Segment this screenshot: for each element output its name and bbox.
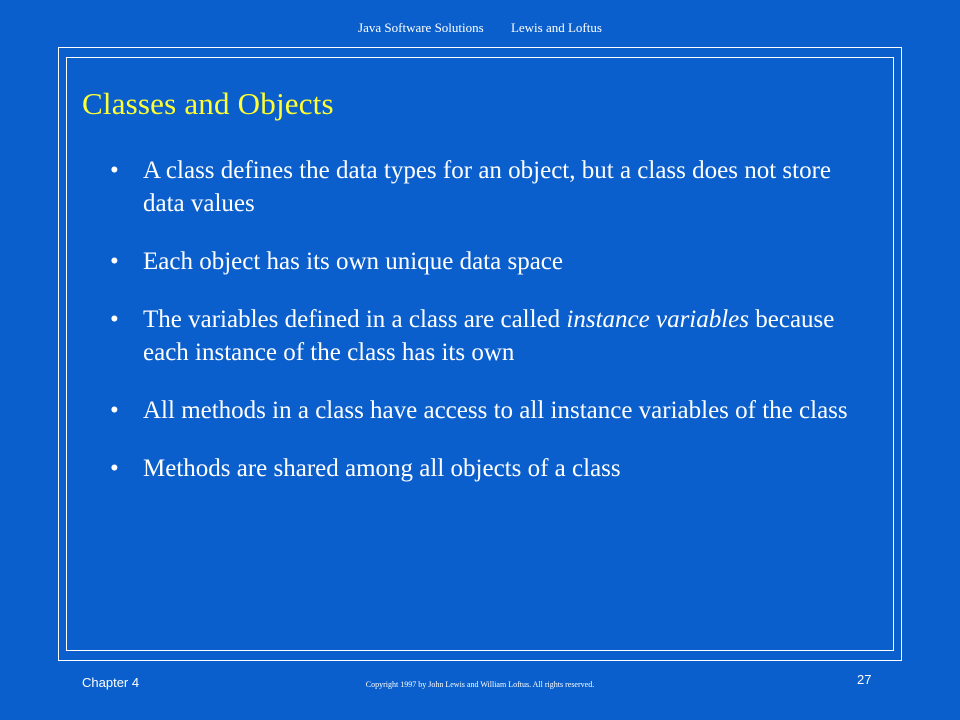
bullet-item: [110, 452, 850, 485]
chapter-label: Chapter 4: [82, 675, 140, 690]
book-title: Java Software Solutions: [358, 20, 484, 35]
bullet-item: [110, 394, 850, 427]
bullet-list: [110, 154, 850, 510]
bullet-item: [110, 303, 850, 369]
slide-header: [0, 20, 960, 36]
bullet-dot: •: [110, 248, 119, 275]
bullet-dot: •: [110, 397, 119, 424]
bullet-item: [110, 154, 850, 220]
bullet-text-end: because each instance of the class has its own: [143, 306, 835, 366]
bullet-item: [110, 245, 850, 278]
bullet-text: Each object has its own unique data space: [143, 248, 563, 275]
bullet-dot: •: [110, 306, 119, 333]
bullet-text: All methods in a class have access to all instance variables of the class: [143, 397, 848, 424]
bullet-text: Methods are shared among all objects of a class: [143, 455, 621, 482]
bullet-text-start: The variables defined in a class are called: [143, 306, 567, 333]
copyright-notice: Copyright 1997 by John Lewis and William Loftus. All rights reserved.: [365, 680, 595, 689]
slide-title: Classes and Objects: [82, 86, 334, 121]
bullet-text: A class defines the data types for an object, but a class does not store data values: [143, 157, 832, 217]
bullet-emphasis: instance variables: [566, 306, 750, 333]
bullet-dot: •: [110, 455, 119, 482]
bullet-dot: •: [110, 157, 119, 184]
page-number: 27: [857, 672, 872, 687]
book-authors: Lewis and Loftus: [510, 20, 602, 35]
